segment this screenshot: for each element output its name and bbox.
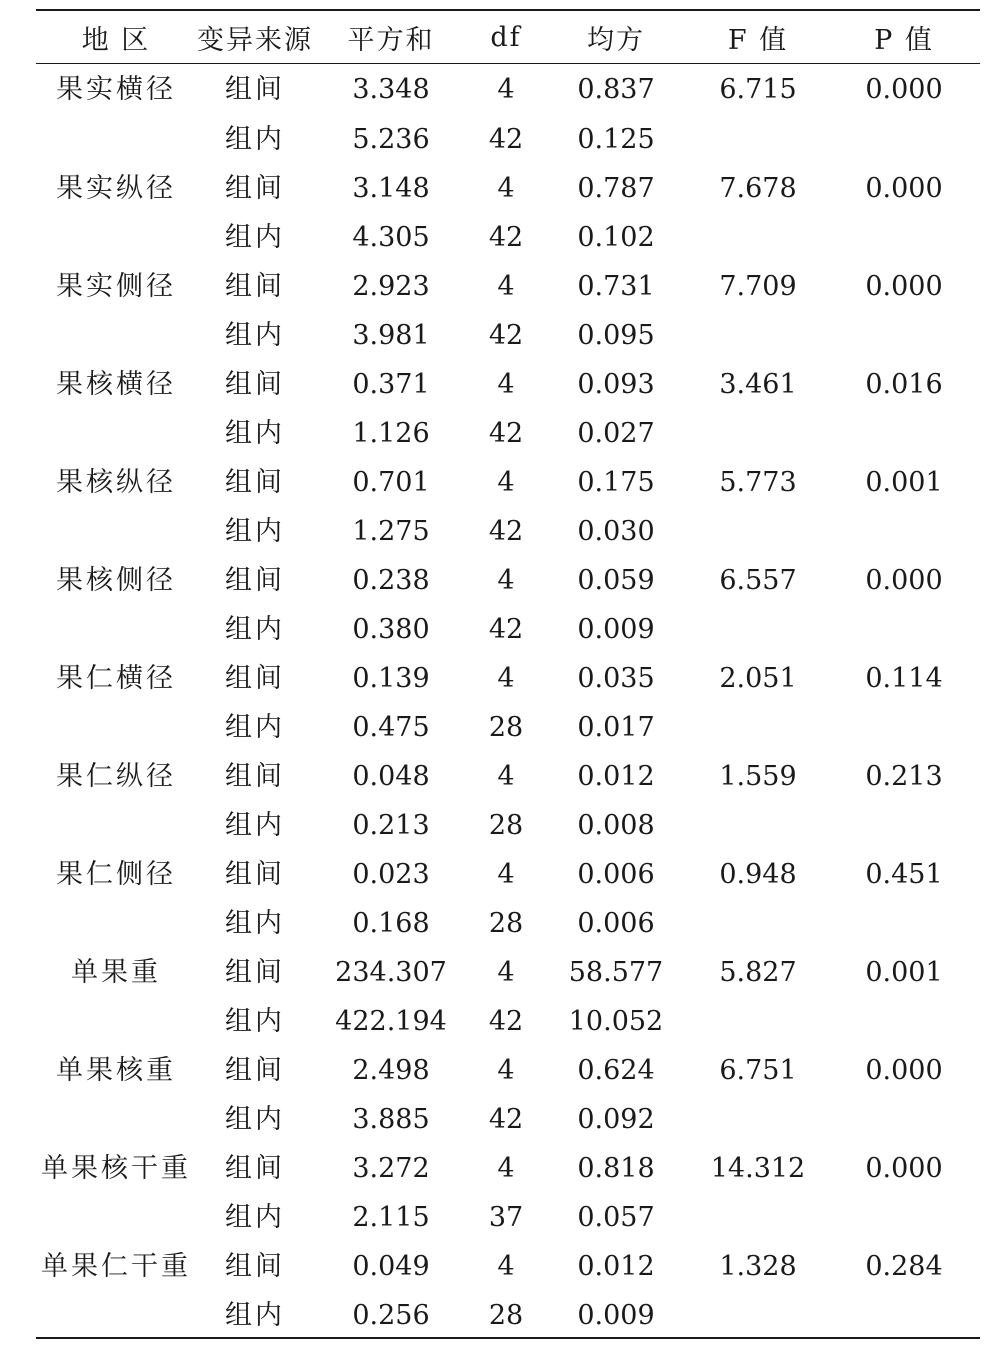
table-row bbox=[36, 752, 980, 801]
cell-sum-of-squares: 0.049 bbox=[352, 1251, 430, 1282]
cell-df: 4 bbox=[497, 467, 515, 498]
cell-region: 果仁横径 bbox=[56, 663, 176, 694]
cell-sum-of-squares: 0.168 bbox=[352, 908, 430, 939]
cell-df: 4 bbox=[497, 1153, 515, 1184]
table-row bbox=[36, 409, 980, 458]
cell-mean-square: 0.009 bbox=[577, 614, 655, 645]
cell-sum-of-squares: 0.371 bbox=[352, 369, 430, 400]
cell-mean-square: 0.035 bbox=[577, 663, 655, 694]
cell-region bbox=[36, 997, 196, 1046]
cell-sum-of-squares: 0.213 bbox=[352, 810, 430, 841]
cell-region: 果实侧径 bbox=[56, 271, 176, 302]
cell-sum-of-squares: 3.885 bbox=[352, 1104, 430, 1135]
table-row bbox=[36, 115, 980, 164]
cell-df: 42 bbox=[488, 418, 524, 449]
cell-region bbox=[36, 213, 196, 262]
cell-variation-source: 组内 bbox=[225, 320, 285, 351]
cell-df: 28 bbox=[488, 712, 524, 743]
cell-mean-square: 0.006 bbox=[577, 908, 655, 939]
cell-mean-square: 0.017 bbox=[577, 712, 655, 743]
cell-df: 28 bbox=[488, 1300, 524, 1331]
cell-variation-source: 组间 bbox=[225, 1251, 285, 1282]
cell-f-value: 14.312 bbox=[710, 1153, 806, 1184]
cell-df: 42 bbox=[488, 222, 524, 253]
cell-f-value: 6.557 bbox=[719, 565, 797, 596]
cell-variation-source: 组间 bbox=[225, 1153, 285, 1184]
cell-f-value bbox=[688, 703, 828, 752]
cell-sum-of-squares: 3.272 bbox=[352, 1153, 430, 1184]
header-f-value: F 值 bbox=[727, 25, 789, 56]
table-row bbox=[36, 213, 980, 262]
cell-p-value: 0.000 bbox=[865, 173, 943, 204]
header-region: 地 区 bbox=[81, 25, 151, 56]
cell-p-value: 0.000 bbox=[865, 565, 943, 596]
table-row bbox=[36, 997, 980, 1046]
cell-region bbox=[36, 409, 196, 458]
table-row bbox=[36, 1242, 980, 1291]
table-row bbox=[36, 850, 980, 899]
cell-variation-source: 组间 bbox=[225, 761, 285, 792]
cell-df: 4 bbox=[497, 369, 515, 400]
cell-mean-square: 10.052 bbox=[568, 1006, 664, 1037]
cell-mean-square: 0.009 bbox=[577, 1300, 655, 1331]
table-row bbox=[36, 1193, 980, 1242]
cell-variation-source: 组内 bbox=[225, 1300, 285, 1331]
cell-f-value bbox=[688, 605, 828, 654]
cell-f-value: 6.751 bbox=[719, 1055, 797, 1086]
cell-df: 37 bbox=[488, 1202, 524, 1233]
header-df: df bbox=[490, 22, 522, 53]
cell-region bbox=[36, 703, 196, 752]
cell-f-value bbox=[688, 507, 828, 556]
cell-p-value: 0.000 bbox=[865, 1055, 943, 1086]
cell-p-value bbox=[828, 311, 980, 360]
table-row bbox=[36, 703, 980, 752]
cell-f-value bbox=[688, 1193, 828, 1242]
cell-df: 42 bbox=[488, 124, 524, 155]
cell-variation-source: 组内 bbox=[225, 908, 285, 939]
cell-p-value bbox=[828, 1095, 980, 1144]
cell-p-value bbox=[828, 115, 980, 164]
cell-mean-square: 0.095 bbox=[577, 320, 655, 351]
cell-region bbox=[36, 899, 196, 948]
table-row bbox=[36, 1144, 980, 1193]
cell-df: 4 bbox=[497, 74, 515, 105]
cell-mean-square: 0.012 bbox=[577, 1251, 655, 1282]
cell-f-value bbox=[688, 899, 828, 948]
cell-mean-square: 0.027 bbox=[577, 418, 655, 449]
cell-df: 42 bbox=[488, 320, 524, 351]
cell-variation-source: 组间 bbox=[225, 859, 285, 890]
cell-variation-source: 组内 bbox=[225, 516, 285, 547]
header-sum-of-squares: 平方和 bbox=[347, 25, 435, 56]
table-row bbox=[36, 1095, 980, 1144]
header-variation-source: 变异来源 bbox=[197, 25, 313, 56]
cell-sum-of-squares: 422.194 bbox=[335, 1006, 447, 1037]
cell-df: 28 bbox=[488, 810, 524, 841]
cell-sum-of-squares: 0.380 bbox=[352, 614, 430, 645]
cell-df: 4 bbox=[497, 1251, 515, 1282]
cell-variation-source: 组间 bbox=[225, 957, 285, 988]
cell-region: 单果重 bbox=[71, 957, 161, 988]
cell-p-value bbox=[828, 703, 980, 752]
cell-p-value: 0.016 bbox=[865, 369, 943, 400]
cell-variation-source: 组间 bbox=[225, 369, 285, 400]
header-mean-square: 均方 bbox=[587, 25, 645, 56]
cell-f-value bbox=[688, 311, 828, 360]
cell-mean-square: 0.030 bbox=[577, 516, 655, 547]
cell-sum-of-squares: 3.348 bbox=[352, 74, 430, 105]
cell-mean-square: 0.102 bbox=[577, 222, 655, 253]
cell-mean-square: 0.125 bbox=[577, 124, 655, 155]
cell-sum-of-squares: 0.256 bbox=[352, 1300, 430, 1331]
cell-region bbox=[36, 507, 196, 556]
cell-mean-square: 0.175 bbox=[577, 467, 655, 498]
table-row bbox=[36, 262, 980, 311]
cell-mean-square: 0.818 bbox=[577, 1153, 655, 1184]
cell-mean-square: 0.731 bbox=[577, 271, 655, 302]
cell-variation-source: 组间 bbox=[225, 271, 285, 302]
cell-variation-source: 组间 bbox=[225, 74, 285, 105]
cell-variation-source: 组内 bbox=[225, 614, 285, 645]
cell-sum-of-squares: 1.126 bbox=[352, 418, 430, 449]
cell-p-value: 0.114 bbox=[865, 663, 943, 694]
cell-df: 4 bbox=[497, 565, 515, 596]
cell-variation-source: 组内 bbox=[225, 1202, 285, 1233]
cell-f-value: 0.948 bbox=[719, 859, 797, 890]
table-row bbox=[36, 654, 980, 703]
cell-f-value bbox=[688, 115, 828, 164]
table-row bbox=[36, 311, 980, 360]
cell-f-value: 5.773 bbox=[719, 467, 797, 498]
cell-f-value: 2.051 bbox=[719, 663, 797, 694]
cell-variation-source: 组内 bbox=[225, 1104, 285, 1135]
cell-sum-of-squares: 234.307 bbox=[335, 957, 447, 988]
cell-sum-of-squares: 0.023 bbox=[352, 859, 430, 890]
cell-region: 单果核干重 bbox=[41, 1153, 191, 1184]
table-header-row bbox=[36, 11, 980, 64]
cell-region bbox=[36, 115, 196, 164]
cell-f-value: 7.709 bbox=[719, 271, 797, 302]
cell-sum-of-squares: 2.923 bbox=[352, 271, 430, 302]
cell-variation-source: 组内 bbox=[225, 712, 285, 743]
cell-region: 果仁侧径 bbox=[56, 859, 176, 890]
cell-region bbox=[36, 801, 196, 850]
cell-sum-of-squares: 4.305 bbox=[352, 222, 430, 253]
cell-df: 4 bbox=[497, 173, 515, 204]
cell-region: 果核侧径 bbox=[56, 565, 176, 596]
cell-p-value bbox=[828, 409, 980, 458]
cell-f-value: 3.461 bbox=[719, 369, 797, 400]
cell-variation-source: 组间 bbox=[225, 663, 285, 694]
cell-f-value: 7.678 bbox=[719, 173, 797, 204]
cell-df: 42 bbox=[488, 1006, 524, 1037]
table-row bbox=[36, 801, 980, 850]
cell-df: 42 bbox=[488, 1104, 524, 1135]
cell-p-value: 0.451 bbox=[865, 859, 943, 890]
cell-region bbox=[36, 1291, 196, 1340]
cell-sum-of-squares: 5.236 bbox=[352, 124, 430, 155]
cell-f-value: 1.559 bbox=[719, 761, 797, 792]
cell-p-value bbox=[828, 801, 980, 850]
cell-region: 果核横径 bbox=[56, 369, 176, 400]
cell-p-value: 0.284 bbox=[865, 1251, 943, 1282]
cell-sum-of-squares: 0.048 bbox=[352, 761, 430, 792]
cell-variation-source: 组间 bbox=[225, 467, 285, 498]
cell-f-value: 1.328 bbox=[719, 1251, 797, 1282]
cell-f-value bbox=[688, 1291, 828, 1340]
cell-sum-of-squares: 3.981 bbox=[352, 320, 430, 351]
cell-region: 果核纵径 bbox=[56, 467, 176, 498]
cell-df: 4 bbox=[497, 859, 515, 890]
cell-region bbox=[36, 1193, 196, 1242]
table-row bbox=[36, 556, 980, 605]
cell-f-value bbox=[688, 1095, 828, 1144]
cell-mean-square: 0.092 bbox=[577, 1104, 655, 1135]
cell-mean-square: 0.059 bbox=[577, 565, 655, 596]
cell-p-value: 0.000 bbox=[865, 271, 943, 302]
cell-variation-source: 组内 bbox=[225, 418, 285, 449]
cell-sum-of-squares: 0.701 bbox=[352, 467, 430, 498]
cell-p-value bbox=[828, 213, 980, 262]
anova-table bbox=[36, 11, 980, 1340]
table-row bbox=[36, 360, 980, 409]
cell-sum-of-squares: 0.475 bbox=[352, 712, 430, 743]
cell-f-value bbox=[688, 213, 828, 262]
cell-df: 4 bbox=[497, 957, 515, 988]
cell-mean-square: 0.624 bbox=[577, 1055, 655, 1086]
cell-p-value: 0.001 bbox=[865, 467, 943, 498]
cell-region bbox=[36, 311, 196, 360]
cell-p-value bbox=[828, 605, 980, 654]
cell-df: 4 bbox=[497, 761, 515, 792]
cell-mean-square: 0.787 bbox=[577, 173, 655, 204]
table-row bbox=[36, 64, 980, 115]
cell-mean-square: 0.057 bbox=[577, 1202, 655, 1233]
table-row bbox=[36, 507, 980, 556]
table-row bbox=[36, 164, 980, 213]
cell-sum-of-squares: 1.275 bbox=[352, 516, 430, 547]
cell-mean-square: 0.012 bbox=[577, 761, 655, 792]
cell-p-value bbox=[828, 1291, 980, 1340]
cell-f-value bbox=[688, 409, 828, 458]
cell-p-value bbox=[828, 507, 980, 556]
cell-sum-of-squares: 0.238 bbox=[352, 565, 430, 596]
table-row bbox=[36, 948, 980, 997]
cell-sum-of-squares: 2.498 bbox=[352, 1055, 430, 1086]
cell-region: 单果仁干重 bbox=[41, 1251, 191, 1282]
cell-variation-source: 组间 bbox=[225, 173, 285, 204]
cell-p-value bbox=[828, 1193, 980, 1242]
cell-region: 果实纵径 bbox=[56, 173, 176, 204]
cell-sum-of-squares: 2.115 bbox=[352, 1202, 430, 1233]
cell-f-value bbox=[688, 801, 828, 850]
cell-variation-source: 组间 bbox=[225, 565, 285, 596]
cell-variation-source: 组内 bbox=[225, 810, 285, 841]
cell-mean-square: 0.093 bbox=[577, 369, 655, 400]
cell-df: 4 bbox=[497, 1055, 515, 1086]
table-body bbox=[36, 64, 980, 1340]
cell-variation-source: 组内 bbox=[225, 124, 285, 155]
cell-mean-square: 0.006 bbox=[577, 859, 655, 890]
table-row bbox=[36, 1046, 980, 1095]
cell-mean-square: 0.008 bbox=[577, 810, 655, 841]
cell-f-value bbox=[688, 997, 828, 1046]
cell-p-value bbox=[828, 997, 980, 1046]
cell-sum-of-squares: 3.148 bbox=[352, 173, 430, 204]
cell-p-value bbox=[828, 899, 980, 948]
cell-sum-of-squares: 0.139 bbox=[352, 663, 430, 694]
cell-df: 42 bbox=[488, 614, 524, 645]
cell-mean-square: 58.577 bbox=[568, 957, 664, 988]
header-p-value: P 值 bbox=[874, 25, 934, 56]
cell-region: 单果核重 bbox=[56, 1055, 176, 1086]
table-row bbox=[36, 605, 980, 654]
cell-variation-source: 组内 bbox=[225, 1006, 285, 1037]
table-row bbox=[36, 458, 980, 507]
table-row bbox=[36, 899, 980, 948]
cell-region bbox=[36, 605, 196, 654]
cell-p-value: 0.001 bbox=[865, 957, 943, 988]
cell-df: 4 bbox=[497, 663, 515, 694]
cell-variation-source: 组内 bbox=[225, 222, 285, 253]
cell-p-value: 0.000 bbox=[865, 74, 943, 105]
cell-mean-square: 0.837 bbox=[577, 74, 655, 105]
table-row bbox=[36, 1291, 980, 1340]
cell-p-value: 0.213 bbox=[865, 761, 943, 792]
cell-df: 4 bbox=[497, 271, 515, 302]
cell-region: 果实横径 bbox=[56, 74, 176, 105]
cell-p-value: 0.000 bbox=[865, 1153, 943, 1184]
cell-f-value: 5.827 bbox=[719, 957, 797, 988]
cell-region: 果仁纵径 bbox=[56, 761, 176, 792]
cell-variation-source: 组间 bbox=[225, 1055, 285, 1086]
cell-region bbox=[36, 1095, 196, 1144]
cell-df: 42 bbox=[488, 516, 524, 547]
cell-f-value: 6.715 bbox=[719, 74, 797, 105]
cell-df: 28 bbox=[488, 908, 524, 939]
